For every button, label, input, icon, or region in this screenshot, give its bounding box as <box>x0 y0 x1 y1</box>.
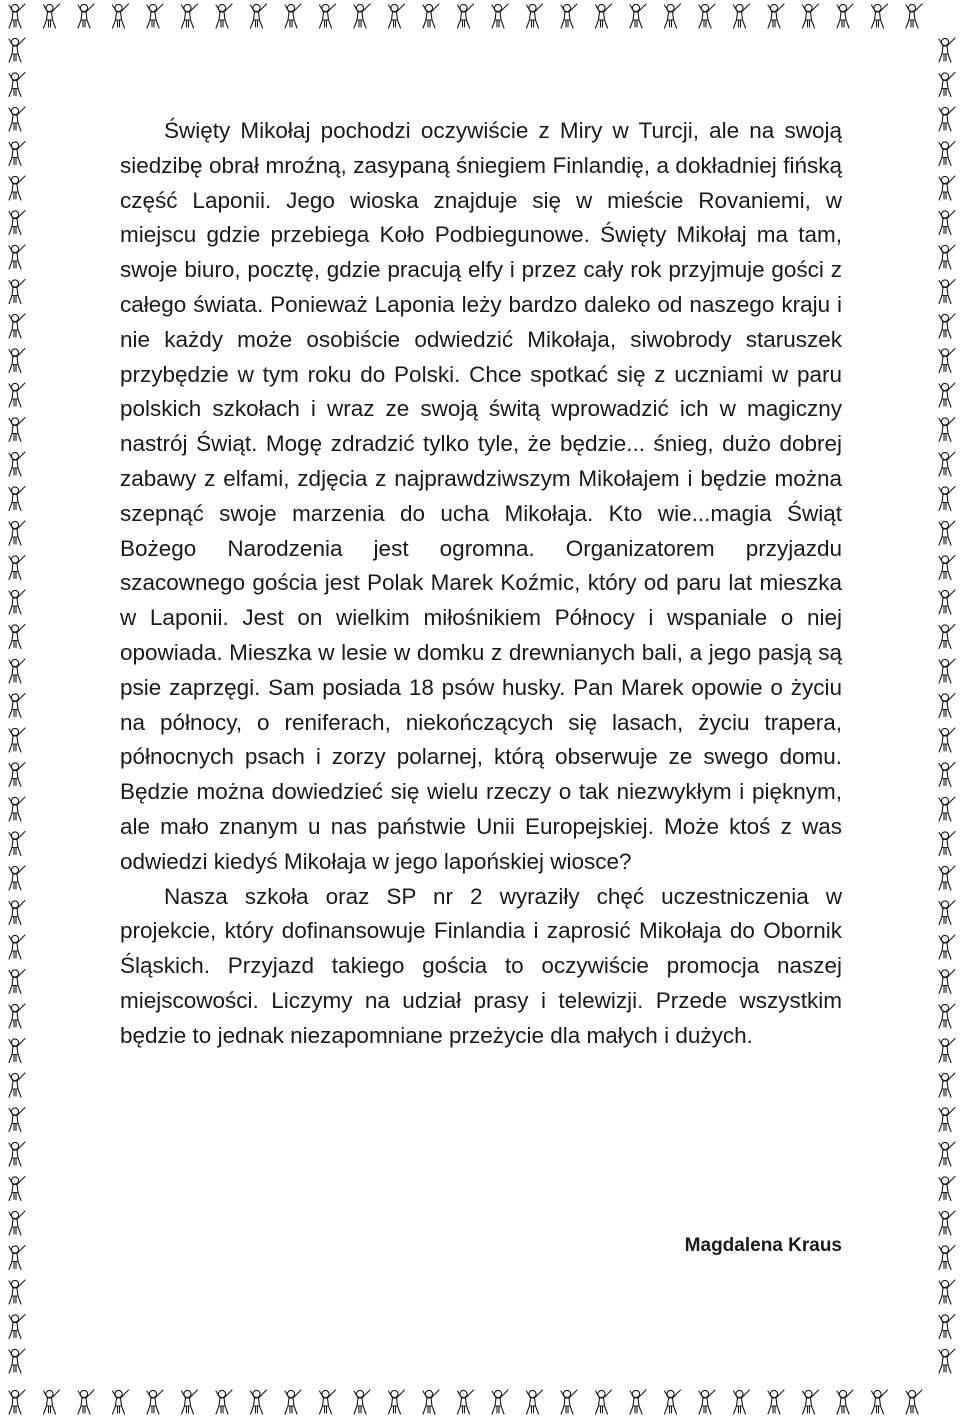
child-figure-icon <box>9 383 25 407</box>
child-figure-icon <box>9 659 25 683</box>
child-figure-icon <box>939 73 955 97</box>
child-figure-icon <box>527 4 543 28</box>
article-body <box>120 114 842 1054</box>
child-figure-icon <box>9 901 25 925</box>
child-figure-icon <box>939 556 955 580</box>
child-figure-icon <box>630 1390 646 1414</box>
child-figure-icon <box>939 107 955 131</box>
child-figure-icon <box>630 4 646 28</box>
child-figure-icon <box>9 452 25 476</box>
child-figure-icon <box>939 142 955 166</box>
child-figure-icon <box>872 4 888 28</box>
child-figure-icon <box>78 1390 94 1414</box>
child-figure-icon <box>939 1039 955 1063</box>
child-figure-icon <box>9 211 25 235</box>
child-figure-icon <box>734 4 750 28</box>
child-figure-icon <box>527 1390 543 1414</box>
child-figure-icon <box>423 1390 439 1414</box>
child-figure-icon <box>596 1390 612 1414</box>
child-figure-icon <box>939 901 955 925</box>
child-figure-icon <box>939 280 955 304</box>
child-figure-icon <box>182 4 198 28</box>
child-figure-icon <box>939 245 955 269</box>
child-figure-icon <box>182 1390 198 1414</box>
child-figure-icon <box>389 1390 405 1414</box>
child-figure-icon <box>9 4 25 28</box>
child-figure-icon <box>665 1390 681 1414</box>
child-figure-icon <box>939 418 955 442</box>
child-figure-icon <box>9 521 25 545</box>
child-figure-icon <box>354 1390 370 1414</box>
child-figure-icon <box>9 107 25 131</box>
child-figure-icon <box>9 556 25 580</box>
child-figure-icon <box>699 1390 715 1414</box>
child-figure-icon <box>939 935 955 959</box>
child-figure-icon <box>939 38 955 62</box>
child-figure-icon <box>939 1108 955 1132</box>
child-figure-icon <box>9 728 25 752</box>
child-figure-icon <box>939 1004 955 1028</box>
child-figure-icon <box>9 1073 25 1097</box>
article-paragraph: Święty Mikołaj pochodzi oczywiście z Miry w Turcji, ale na swoją siedzibę obrał mroźną, zasypaną śniegiem Finlandię, a dokładniej fińską część Laponii. Jego wioska znajduje się w mieście Rovaniemi, w miejscu gdzie przebiega Koło Podbiegunowe. Święty Mikołaj ma tam, swoje biuro, pocztę, gdzie pracują elfy i przez cały rok przyjmuje gości z całego świata. Ponieważ Laponia leży bardzo daleko od naszego kraju i nie każdy może osobiście odwiedzić Mikołaja, siwobrody staruszek przybędzie w tym roku do Polski. Chce spotkać się z uczniami w paru polskich szkołach i wraz ze swoją świtą wprowadzić ich w magiczny nastrój Świąt. Mogę zdradzić tylko tyle, że będzie... śnieg, dużo dobrej zabawy z elfami, zdjęcia z najprawdziwszym Mikołajem i będzie można szepnąć swoje marzenia do ucha Mikołaja. Kto wie...magia Świąt Bożego Narodzenia jest ogromna. Organizatorem przyjazdu szacownego gościa jest Polak Marek Koźmic, który od paru lat mieszka w Laponii. Jest on wielkim miłośnikiem Północy i wspaniale o niej opowiada. Mieszka w lesie w domku z drewnianych bali, a jego pasją są psie zaprzęgi. Sam posiada 18 psów husky. Pan Marek opowie o życiu na północy, o reniferach, niekończących się lasach, życiu trapera, północnych psach i zorzy polarnej, którą obserwuje ze swego domu. Będzie można dowiedzieć się wielu rzeczy o tak niezwykłym i pięknym, ale mało znanym u nas państwie Unii Europejskiej. Może ktoś z was odwiedzi kiedyś Mikołaja w jego lapońskiej wiosce? <box>120 118 842 874</box>
child-figure-icon <box>320 4 336 28</box>
child-figure-icon <box>939 487 955 511</box>
article-paragraph: Nasza szkoła oraz SP nr 2 wyraziły chęć uczestniczenia w projekcie, który dofinansowuje Finlandia i zaprosić Mikołaja do Obornik Śląskich. Przyjazd takiego gościa to oczywiście promocja naszej miejscowości. Liczymy na udział prasy i telewizji. Przede wszystkim będzie to jednak niezapomniane przeżycie dla małych i dużych. <box>120 883 842 1048</box>
child-figure-icon <box>939 1073 955 1097</box>
child-figure-icon <box>939 797 955 821</box>
child-figure-icon <box>9 1177 25 1201</box>
child-figure-icon <box>768 1390 784 1414</box>
child-figure-icon <box>492 4 508 28</box>
child-figure-icon <box>596 4 612 28</box>
child-figure-icon <box>939 728 955 752</box>
child-figure-icon <box>939 1177 955 1201</box>
child-figure-icon <box>285 1390 301 1414</box>
child-figure-icon <box>939 211 955 235</box>
child-figure-icon <box>939 832 955 856</box>
child-figure-icon <box>939 763 955 787</box>
author-signature: Magdalena Kraus <box>684 1235 842 1256</box>
child-figure-icon <box>9 1315 25 1339</box>
child-figure-icon <box>9 487 25 511</box>
child-figure-icon <box>9 866 25 890</box>
child-figure-icon <box>561 1390 577 1414</box>
child-figure-icon <box>9 73 25 97</box>
child-figure-icon <box>9 1108 25 1132</box>
child-figure-icon <box>768 4 784 28</box>
child-figure-icon <box>939 314 955 338</box>
child-figure-icon <box>147 4 163 28</box>
child-figure-icon <box>285 4 301 28</box>
child-figure-icon <box>9 1349 25 1373</box>
child-figure-icon <box>939 1246 955 1270</box>
child-figure-icon <box>561 4 577 28</box>
child-figure-icon <box>939 1280 955 1304</box>
child-figure-icon <box>423 4 439 28</box>
child-figure-icon <box>734 1390 750 1414</box>
child-figure-icon <box>9 349 25 373</box>
child-figure-icon <box>9 970 25 994</box>
child-figure-icon <box>939 970 955 994</box>
child-figure-icon <box>113 4 129 28</box>
child-figure-icon <box>939 1142 955 1166</box>
child-figure-icon <box>939 659 955 683</box>
child-figure-icon <box>458 4 474 28</box>
child-figure-icon <box>9 176 25 200</box>
child-figure-icon <box>9 1211 25 1235</box>
child-figure-icon <box>9 314 25 338</box>
child-figure-icon <box>939 1211 955 1235</box>
child-figure-icon <box>906 1390 922 1414</box>
child-figure-icon <box>9 245 25 269</box>
child-figure-icon <box>803 1390 819 1414</box>
child-figure-icon <box>9 418 25 442</box>
child-figure-icon <box>665 4 681 28</box>
child-figure-icon <box>906 4 922 28</box>
child-figure-icon <box>9 935 25 959</box>
child-figure-icon <box>9 142 25 166</box>
child-figure-icon <box>113 1390 129 1414</box>
child-figure-icon <box>44 4 60 28</box>
child-figure-icon <box>9 832 25 856</box>
child-figure-icon <box>320 1390 336 1414</box>
child-figure-icon <box>939 521 955 545</box>
child-figure-icon <box>939 625 955 649</box>
child-figure-icon <box>251 1390 267 1414</box>
child-figure-icon <box>44 1390 60 1414</box>
child-figure-icon <box>837 1390 853 1414</box>
child-figure-icon <box>939 1315 955 1339</box>
child-figure-icon <box>9 1246 25 1270</box>
child-figure-icon <box>458 1390 474 1414</box>
child-figure-icon <box>216 4 232 28</box>
child-figure-icon <box>9 1390 25 1414</box>
child-figure-icon <box>78 4 94 28</box>
child-figure-icon <box>803 4 819 28</box>
child-figure-icon <box>216 1390 232 1414</box>
child-figure-icon <box>9 38 25 62</box>
child-figure-icon <box>9 280 25 304</box>
child-figure-icon <box>872 1390 888 1414</box>
child-figure-icon <box>9 625 25 649</box>
child-figure-icon <box>492 1390 508 1414</box>
child-figure-icon <box>939 590 955 614</box>
child-figure-icon <box>354 4 370 28</box>
child-figure-icon <box>9 1280 25 1304</box>
child-figure-icon <box>939 176 955 200</box>
child-figure-icon <box>9 763 25 787</box>
child-figure-icon <box>939 694 955 718</box>
child-figure-icon <box>699 4 715 28</box>
child-figure-icon <box>147 1390 163 1414</box>
child-figure-icon <box>9 1039 25 1063</box>
child-figure-icon <box>939 349 955 373</box>
child-figure-icon <box>9 694 25 718</box>
child-figure-icon <box>389 4 405 28</box>
child-figure-icon <box>939 383 955 407</box>
child-figure-icon <box>9 1004 25 1028</box>
child-figure-icon <box>939 1349 955 1373</box>
child-figure-icon <box>939 452 955 476</box>
child-figure-icon <box>9 1142 25 1166</box>
child-figure-icon <box>837 4 853 28</box>
child-figure-icon <box>9 797 25 821</box>
child-figure-icon <box>9 590 25 614</box>
child-figure-icon <box>939 866 955 890</box>
child-figure-icon <box>251 4 267 28</box>
